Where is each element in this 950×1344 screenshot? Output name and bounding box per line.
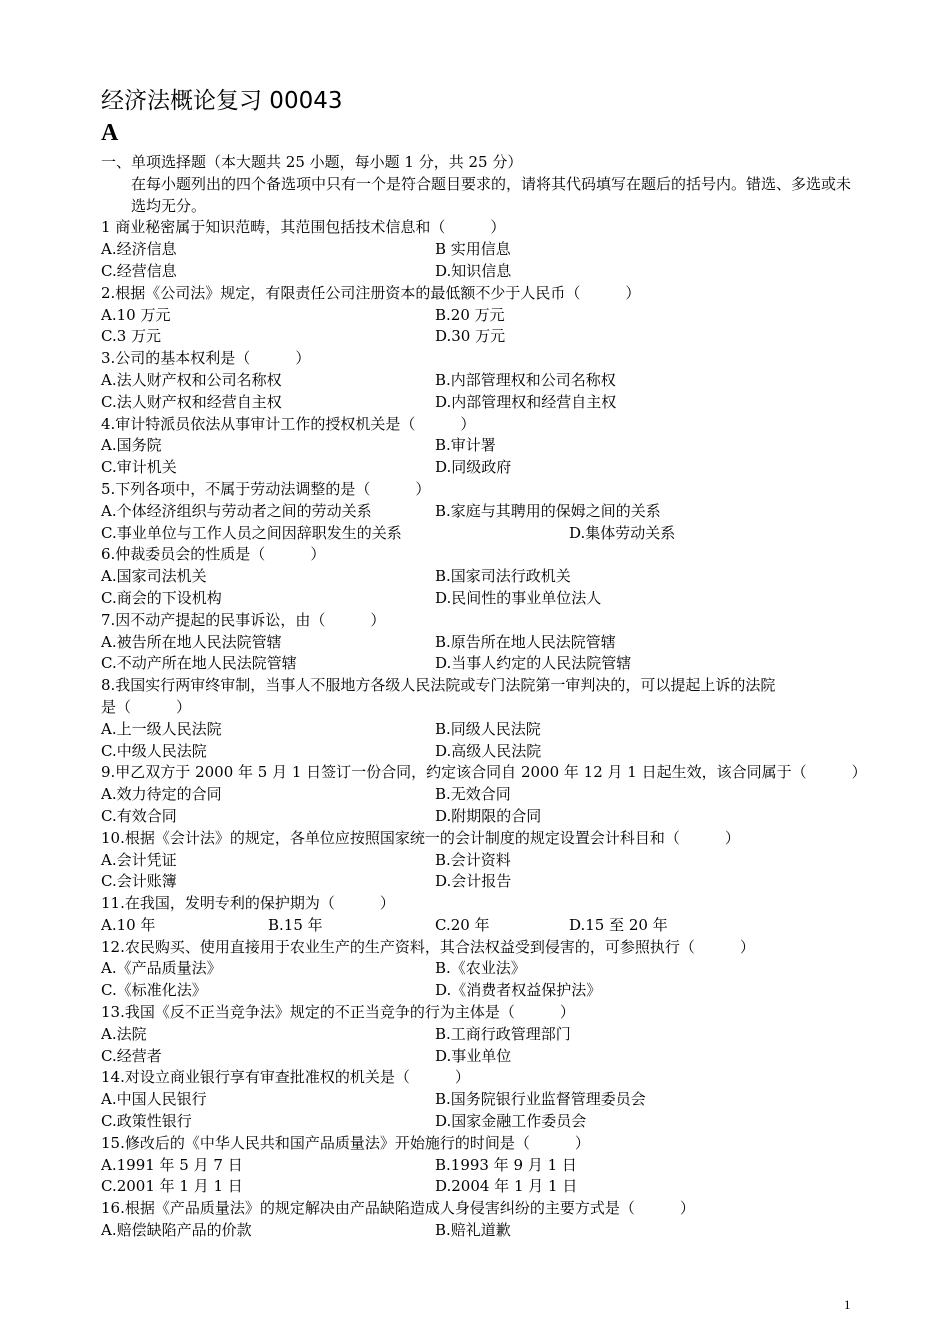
answer-option: A.1991 年 5 月 7 日 [101,1155,243,1174]
option-row [101,806,861,828]
option-row [101,1111,861,1133]
question-stem: 10.根据《会计法》的规定，各单位应按照国家统一的会计制度的规定设置会计科目和（ ） [101,828,740,847]
question-stem: 13.我国《反不正当竞争法》规定的不正当竞争的行为主体是（ ） [101,1003,575,1022]
answer-option: B.原告所在地人民法院管辖 [435,632,616,651]
answer-option: B.审计署 [435,436,496,455]
option-row [101,305,861,327]
answer-option: C.审计机关 [101,458,177,477]
option-row [101,1220,861,1242]
question-stem: 12.农民购买、使用直接用于农业生产的生产资料，其合法权益受到侵害的，可参照执行（ ） [101,937,755,956]
answer-option: C.3 万元 [101,327,162,346]
answer-option: C.经营者 [101,1046,162,1065]
answer-option: A.经济信息 [101,240,177,259]
question-stem: 11.在我国，发明专利的保护期为（ ） [101,894,395,913]
answer-option: C.商会的下设机构 [101,588,222,607]
option-row [101,326,861,348]
answer-option: B.国务院银行业监督管理委员会 [435,1090,646,1109]
answer-option: B.20 万元 [435,305,505,324]
option-row [101,435,861,457]
question-stem: 9.甲乙双方于 2000 年 5 月 1 日签订一份合同，约定该合同自 2000 年 12 月 1 日起生效，该合同属于（ ） [101,763,867,782]
option-row [101,523,861,545]
answer-option: D.15 至 20 年 [569,915,668,934]
option-row [101,1046,861,1068]
option-row [101,632,861,654]
answer-option: B.无效合同 [435,785,511,804]
answer-option: D.民间性的事业单位法人 [435,588,602,607]
question-stem: 6.仲裁委员会的性质是（ ） [101,545,326,564]
option-row [101,871,861,893]
answer-option: B.国家司法行政机关 [435,567,571,586]
option-row [101,850,861,872]
question-stem: 2.根据《公司法》规定，有限责任公司注册资本的最低额不少于人民币（ ） [101,283,641,302]
answer-option: B.1993 年 9 月 1 日 [435,1155,577,1174]
answer-option: A.赔偿缺陷产品的价款 [101,1221,252,1240]
question-stem: 15.修改后的《中华人民共和国产品质量法》开始施行的时间是（ ） [101,1133,590,1152]
answer-option: C.法人财产权和经营自主权 [101,392,282,411]
option-row [101,1024,861,1046]
option-row [101,239,861,261]
option-row [101,501,861,523]
answer-option: D.30 万元 [435,327,506,346]
answer-option: C.中级人民法院 [101,741,207,760]
question-stem-continued: 是（ ） [101,697,192,716]
answer-option: A.效力待定的合同 [101,785,222,804]
answer-option: C.事业单位与工作人员之间因辞职发生的关系 [101,523,402,542]
answer-option: D.当事人约定的人民法院管辖 [435,654,632,673]
option-row [101,915,861,937]
answer-option: C.《标准化法》 [101,981,207,1000]
section-instruction: 在每小题列出的四个备选项中只有一个是符合题目要求的，请将其代码填写在题后的括号内。错选、多选或未选均无分。 [131,174,852,215]
answer-option: A.被告所在地人民法院管辖 [101,632,282,651]
answer-option: D.高级人民法院 [435,741,542,760]
answer-option: B.内部管理权和公司名称权 [435,370,616,389]
question-stem: 16.根据《产品质量法》的规定解决由产品缺陷造成人身侵害纠纷的主要方式是（ ） [101,1199,695,1218]
answer-option: D.《消费者权益保护法》 [435,981,602,1000]
option-row [101,566,861,588]
answer-option: A.10 万元 [101,305,171,324]
section-heading: 一、单项选择题（本大题共 25 小题，每小题 1 分，共 25 分） [101,153,523,171]
answer-option: A.法院 [101,1024,147,1043]
question-stem: 3.公司的基本权利是（ ） [101,349,311,368]
document-title: 经济法概论复习 00043 [101,88,343,114]
answer-option: B.同级人民法院 [435,719,541,738]
answer-option: A.10 年 [101,915,156,934]
answer-option: A.国家司法机关 [101,567,207,586]
section-letter: A [101,120,119,146]
answer-option: D.2004 年 1 月 1 日 [435,1177,578,1196]
answer-option: B.15 年 [268,915,323,934]
option-row [101,980,861,1002]
answer-option: A.国务院 [101,436,162,455]
answer-option: C.会计账簿 [101,872,177,891]
answer-option: A.中国人民银行 [101,1090,207,1109]
answer-option: A.个体经济组织与劳动者之间的劳动关系 [101,501,372,520]
answer-option: D.事业单位 [435,1046,512,1065]
answer-option: C.2001 年 1 月 1 日 [101,1177,243,1196]
answer-option: D.集体劳动关系 [569,523,676,542]
question-stem: 5.下列各项中，不属于劳动法调整的是（ ） [101,479,431,498]
answer-option: A.《产品质量法》 [101,959,222,978]
question-stem: 7.因不动产提起的民事诉讼，由（ ） [101,610,386,629]
answer-option: C.经营信息 [101,261,177,280]
option-row [101,261,861,283]
question-list [101,152,867,1242]
question-stem: 14.对设立商业银行享有审查批准权的机关是（ ） [101,1068,470,1087]
answer-option: D.附期限的合同 [435,806,542,825]
answer-option: A.上一级人民法院 [101,719,222,738]
option-row [101,653,861,675]
option-row [101,392,861,414]
option-row [101,370,861,392]
answer-option: B.《农业法》 [435,959,526,978]
answer-option: D.同级政府 [435,458,512,477]
option-row [101,719,861,741]
question-stem: 8.我国实行两审终审制，当事人不服地方各级人民法院或专门法院第一审判决的，可以提起上诉的法院 [101,676,776,695]
option-row [101,741,861,763]
answer-option: A.法人财产权和公司名称权 [101,370,282,389]
question-stem: 1 商业秘密属于知识范畴，其范围包括技术信息和（ ） [101,218,506,237]
answer-option: A.会计凭证 [101,850,177,869]
answer-option: C.政策性银行 [101,1112,192,1131]
answer-option: C.不动产所在地人民法院管辖 [101,654,297,673]
option-row [101,588,861,610]
answer-option: D.内部管理权和经营自主权 [435,392,617,411]
answer-option: D.会计报告 [435,872,512,891]
answer-option: C.有效合同 [101,806,177,825]
answer-option: B 实用信息 [435,240,511,259]
page-number: 1 [844,1297,851,1312]
answer-option: B.工商行政管理部门 [435,1024,571,1043]
answer-option: B.会计资料 [435,850,511,869]
answer-option: B.家庭与其聘用的保姆之间的关系 [435,501,661,520]
option-row [101,1155,861,1177]
option-row [101,457,861,479]
option-row [101,958,861,980]
answer-option: D.知识信息 [435,261,512,280]
option-row [101,1176,861,1198]
question-stem: 4.审计特派员依法从事审计工作的授权机关是（ ） [101,414,476,433]
answer-option: D.国家金融工作委员会 [435,1112,587,1131]
answer-option: B.赔礼道歉 [435,1221,511,1240]
answer-option: C.20 年 [435,915,490,934]
option-row [101,784,861,806]
option-row [101,1089,861,1111]
